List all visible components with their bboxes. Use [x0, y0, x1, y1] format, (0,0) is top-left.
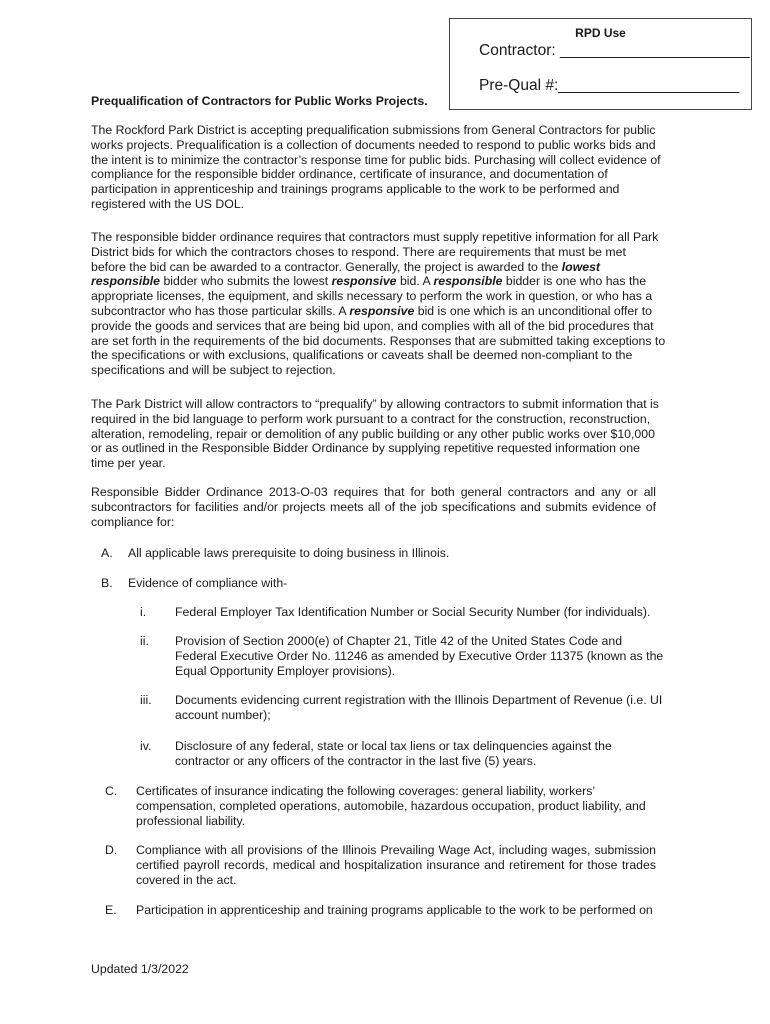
text-line: All applicable laws prerequisite to doing business in Illinois. — [128, 546, 450, 560]
emphasis-text: responsive — [331, 274, 397, 289]
text-line: compliance for the responsible bidder ordinance, certificate of insurance, and documentation of — [91, 167, 608, 182]
text-line — [91, 304, 656, 319]
text-line: participation in apprenticeship and trainings programs applicable to the work to be performed and — [91, 182, 620, 197]
text-line: professional liability. — [136, 813, 246, 828]
text-line: provide the goods and services that are being bid upon, and complies with all of the bid procedures that — [91, 318, 654, 333]
prequal-field: Pre-Qual #:_____________________ — [479, 77, 740, 94]
list-item — [128, 546, 656, 561]
text-line: Provision of Section 2000(e) of Chapter 21, Title 42 of the United States Code and — [175, 634, 623, 648]
emphasis-text: responsive — [349, 303, 415, 318]
text-line — [91, 274, 656, 289]
list-item — [136, 784, 656, 828]
emphasis-text: lowest — [561, 259, 601, 274]
list-marker: D. — [105, 843, 118, 857]
list-marker: B. — [101, 576, 113, 590]
text-line: Responsible Bidder Ordinance 2013-O-03 requires that for both general contractors and any or all — [91, 485, 656, 499]
text-line: alteration, remodeling, repair or demolition of any public building or any other public works over $10,000 — [91, 426, 655, 441]
text-line: are set forth in the requirements of the bid documents. Responses that are submitted taking exceptions to — [91, 333, 666, 348]
list-item — [175, 739, 665, 769]
list-marker: ii. — [140, 634, 149, 648]
text-line: account number); — [175, 707, 271, 722]
text-line: the specifications or with exclusions, qualifications or caveats shall be deemed non-compliant to the — [91, 348, 633, 363]
text-line: compliance for: — [91, 514, 175, 529]
footer-updated-date: Updated 1/3/2022 — [91, 962, 189, 976]
text-segment: bid. A — [396, 274, 434, 289]
text-line: the intent is to minimize the contractor’s response time for public bids. Purchasing will collect evidence of — [91, 152, 661, 167]
list-marker: iv. — [140, 739, 152, 753]
text-line: Evidence of compliance with- — [128, 576, 288, 590]
text-line: The responsible bidder ordinance requires that contractors must supply repetitive information for all Park — [91, 230, 659, 244]
text-line: Certificates of insurance indicating the following coverages: general liability, workers’ — [136, 784, 596, 798]
list-item — [136, 903, 656, 918]
text-line: Participation in apprenticeship and training programs applicable to the work to be performed on — [136, 903, 653, 917]
emphasis-text: responsible — [433, 274, 503, 289]
text-line: registered with the US DOL. — [91, 196, 245, 211]
list-item — [175, 693, 665, 723]
text-line: subcontractors for facilities and/or projects meets all of the job specifications and submits evidence of — [91, 499, 656, 514]
text-line — [91, 260, 656, 275]
text-line: certified payroll records, medical and hospitalization insurance and retirement for those trades — [136, 857, 656, 872]
emphasis-text: responsible — [91, 274, 161, 289]
list-item — [136, 843, 656, 887]
text-line: covered in the act. — [136, 872, 237, 887]
text-line: appropriate licenses, the equipment, and skills necessary to perform the work in question, or who has a — [91, 289, 653, 304]
paragraph — [91, 123, 661, 212]
contractor-field: Contractor: ______________________ — [479, 42, 750, 59]
list-item — [175, 605, 665, 620]
text-line: or as outlined in the Responsible Bidder Ordinance by supplying repetitive requested information one — [91, 441, 640, 456]
text-line: specifications and will be subject to rejection. — [91, 363, 336, 378]
text-line: time per year. — [91, 456, 166, 471]
list-marker: iii. — [140, 693, 152, 707]
text-segment: subcontractor who has those particular skills. A — [91, 303, 350, 318]
text-line: required in the bid language to perform work pursuant to a contract for the construction, reconstruction, — [91, 411, 651, 426]
text-line: contractor or any officers of the contractor in the last five (5) years. — [175, 753, 537, 768]
list-marker: E. — [105, 903, 117, 917]
document-title: Prequalification of Contractors for Public Works Projects. — [91, 94, 428, 108]
text-segment: bidder is one who has the — [502, 274, 647, 289]
text-line: Federal Executive Order No. 11246 as amended by Executive Order 11375 (known as the — [175, 648, 664, 663]
text-line: Federal Employer Tax Identification Number or Social Security Number (for individuals). — [175, 605, 651, 619]
text-line: Documents evidencing current registration with the Illinois Department of Revenue (i.e. UI — [175, 693, 663, 707]
text-line: Disclosure of any federal, state or local tax liens or tax delinquencies against the — [175, 739, 612, 753]
list-marker: i. — [140, 605, 147, 619]
text-line: The Rockford Park District is accepting prequalification submissions from General Contractors for public — [91, 123, 656, 137]
text-line: compensation, completed operations, automobile, hazardous occupation, product liability, and — [136, 798, 646, 813]
list-item — [128, 576, 656, 591]
rpd-use-box — [449, 18, 752, 110]
list-item — [175, 634, 665, 678]
text-segment: bidder who submits the lowest — [160, 274, 332, 289]
list-marker: C. — [105, 784, 118, 798]
text-line: District bids for which the contractors choses to respond. There are requirements that must be met — [91, 244, 626, 259]
text-segment: before the bid can be awarded to a contractor. Generally, the project is awarded to the — [91, 259, 562, 274]
rpd-use-title: RPD Use — [575, 26, 626, 40]
text-line: The Park District will allow contractors to “prequalify” by allowing contractors to submit information that is — [91, 397, 659, 411]
text-line: Equal Opportunity Employer provisions). — [175, 663, 396, 678]
list-marker: A. — [101, 546, 113, 560]
paragraph — [91, 230, 666, 378]
text-line: Compliance with all provisions of the Illinois Prevailing Wage Act, including wages, submission — [136, 843, 656, 857]
text-line: works projects. Prequalification is a collection of documents needed to respond to public works bids and — [91, 137, 656, 152]
paragraph — [91, 485, 656, 529]
paragraph — [91, 397, 659, 471]
text-segment: bid is one which is an unconditional offer to — [414, 303, 652, 318]
